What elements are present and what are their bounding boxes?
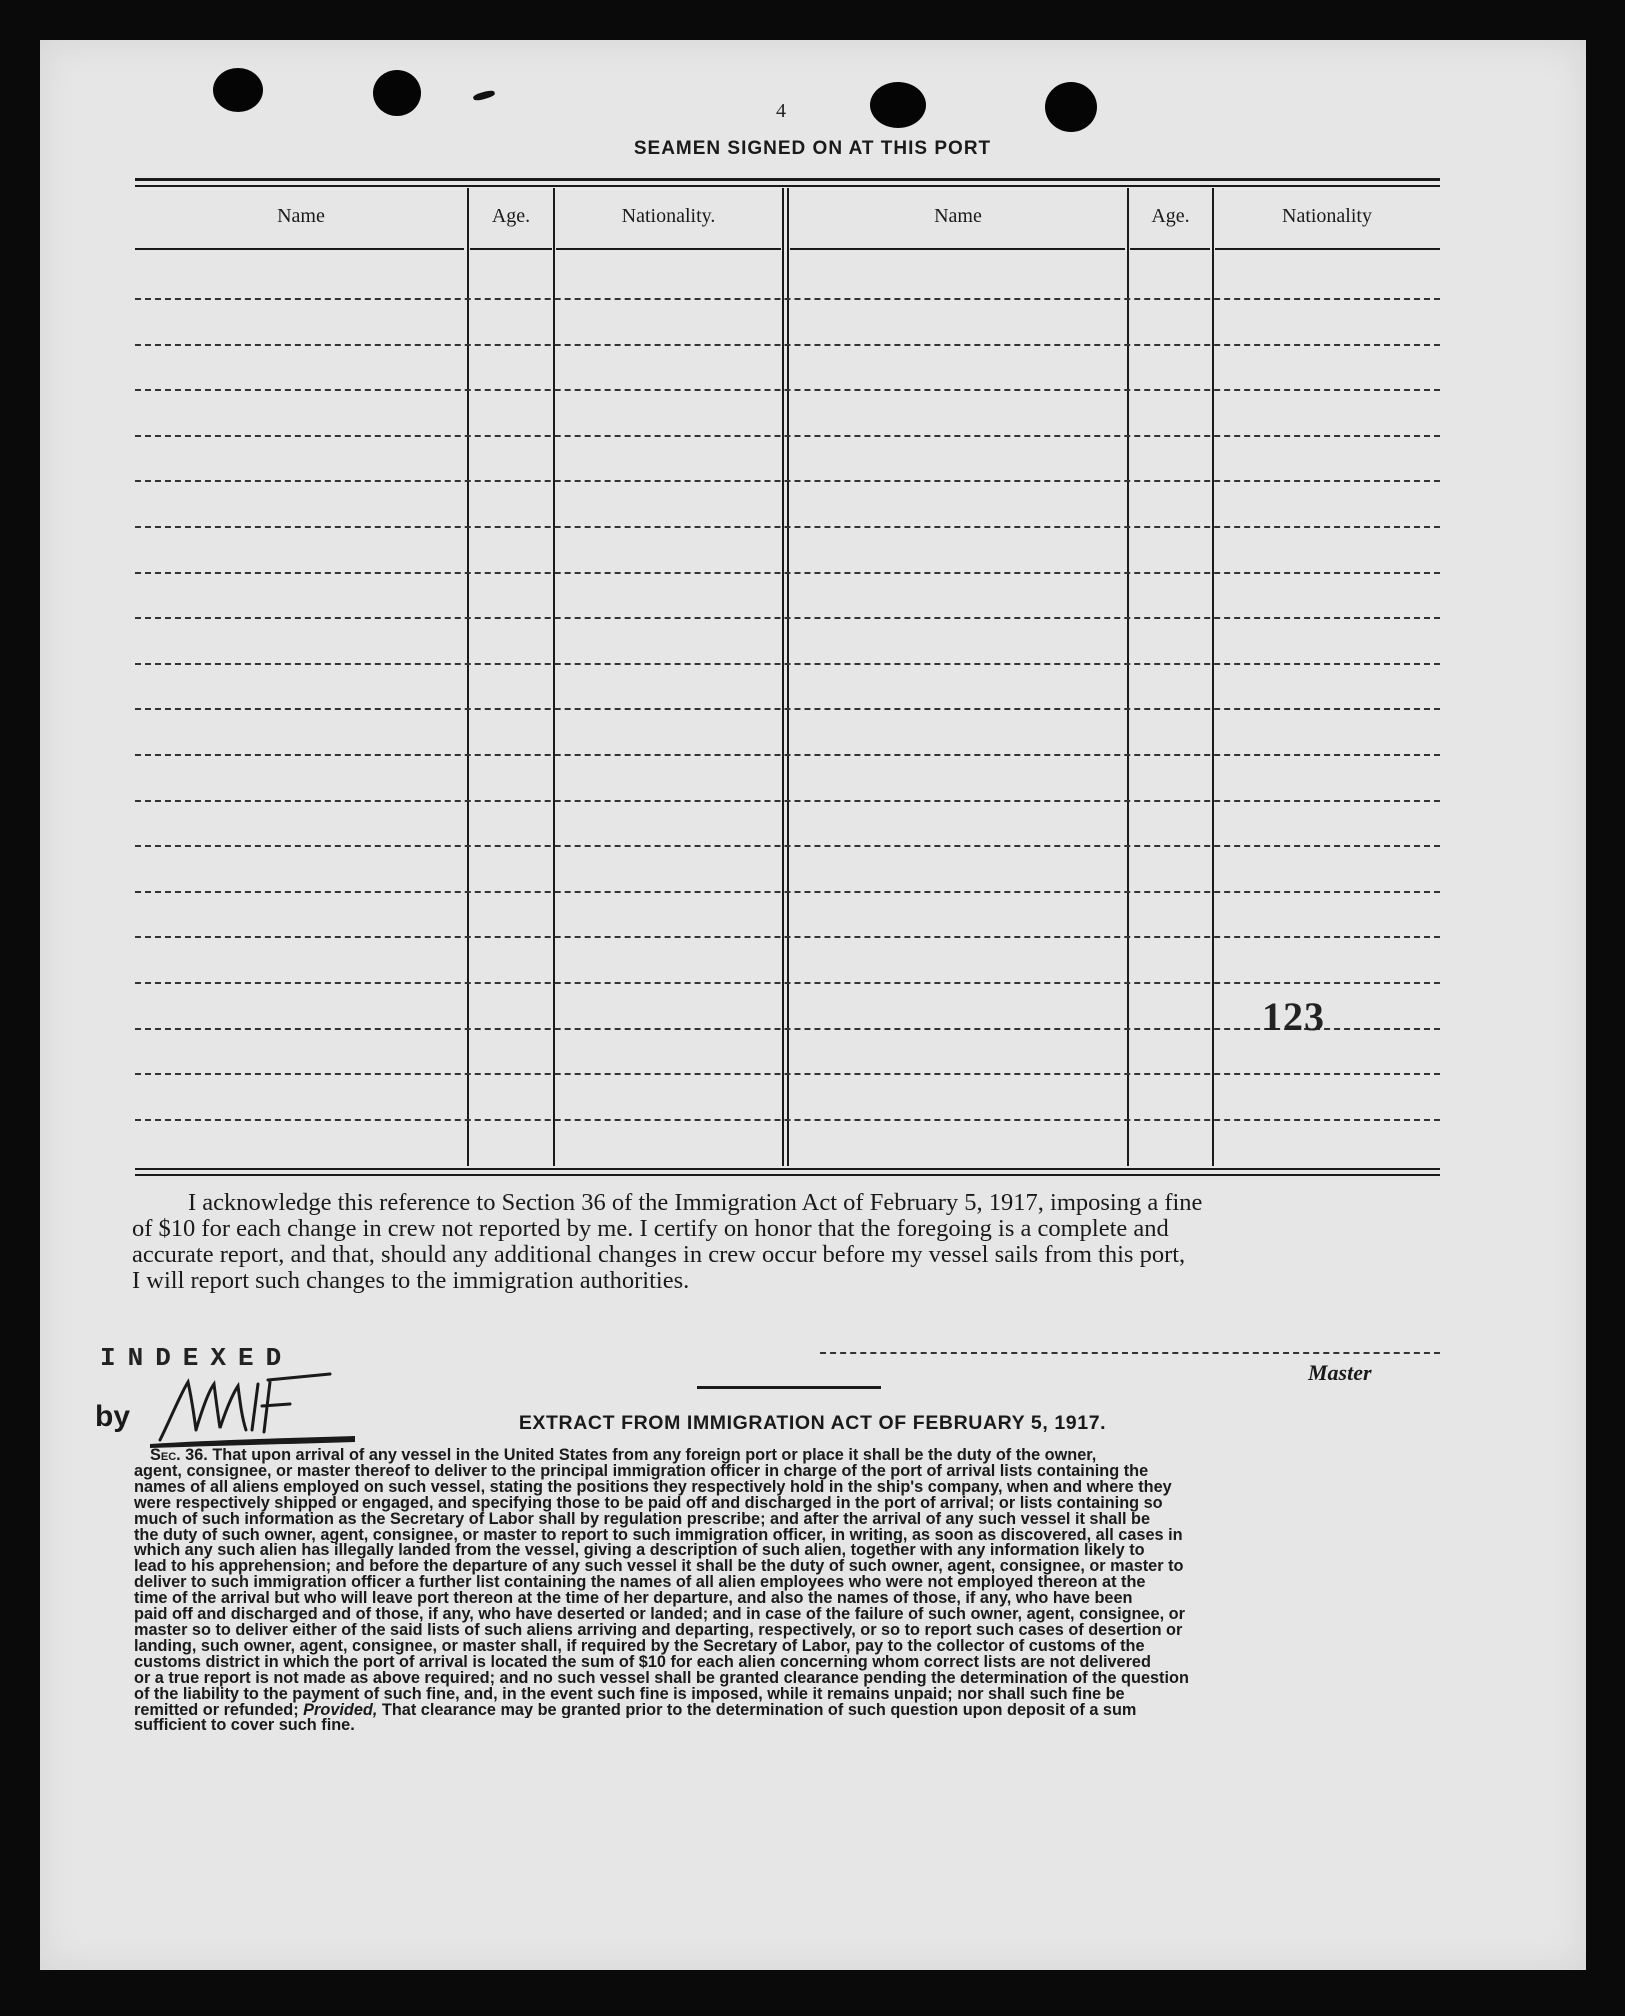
extract-line: or a true report is not made as above required; and no such vessel shall be granted clearance pending the determination of the question [134,1670,1189,1687]
extract-line: customs district in which the port of arrival is located the sum of $10 for each alien concerning whom correct lists are not delivered [134,1654,1151,1671]
column-divider [553,188,555,1166]
table-bottom-rule [135,1174,1440,1176]
table-row [135,1073,1440,1075]
acknowledgment-line: accurate report, and that, should any additional changes in crew occur before my vessel sails from this port, [132,1241,1186,1268]
extract-body [134,1448,1444,1734]
extract-line: lead to his apprehension; and before the departure of any such vessel it shall be the duty of such owner, agent, consignee, or master to [134,1559,1184,1576]
provided-word: Provided, [303,1702,378,1719]
extract-line: deliver to such immigration officer a further list containing the names of all alien employees who were not employed thereon at the [134,1575,1146,1592]
column-header-nationality: Nationality [1282,205,1372,227]
table-row [135,1119,1440,1121]
table-header-rule [135,248,464,250]
extract-line: which any such alien has illegally landed from the vessel, giving a description of such alien, together with any information likely to [134,1543,1145,1560]
extract-line: the duty of such owner, agent, consignee, or master to report to such immigration officer, in writing, as soon as discovered, all cases in [134,1527,1183,1544]
section-divider [697,1386,881,1389]
page-number: 4 [776,100,786,122]
punch-hole [213,68,263,112]
table-row [135,936,1440,938]
table-row [135,344,1440,346]
extract-line: of the liability to the payment of such fine, and, in the event such fine is imposed, while it remains unpaid; nor shall such fine be [134,1686,1125,1703]
handwritten-initials [150,1370,370,1450]
acknowledgment-line: of $10 for each change in crew not reported by me. I certify on honor that the foregoing is a complete and [132,1215,1169,1242]
extract-line [134,1448,1444,1464]
provided-before: remitted or refunded; [134,1702,299,1719]
table-header-rule [790,248,1125,250]
table-top-rule-thin [135,185,1440,187]
extract-title: EXTRACT FROM IMMIGRATION ACT OF FEBRUARY 5, 1917. [518,1412,1107,1434]
table-header-rule [470,248,552,250]
extract-line: were respectively shipped or engaged, and specifying those to be paid off and discharged in the port of arrival; or lists containing so [134,1495,1163,1512]
column-header-age: Age. [1151,205,1190,227]
table-row [135,891,1440,893]
punch-hole [373,70,421,116]
extract-line: much of such information as the Secretary of Labor shall by regulation prescribe; and after the arrival of any such vessel it shall be [134,1511,1151,1528]
indexed-stamp: INDEXED [100,1343,294,1373]
signature-line [820,1352,1440,1354]
table-row [135,389,1440,391]
table-row [135,526,1440,528]
extract-line: paid off and discharged and of those, if any, who have deserted or landed; and in case of the failure of such owner, agent, consignee, or [134,1607,1185,1623]
table-row [135,1028,1440,1030]
table-bottom-rule [135,1168,1440,1170]
table-row [135,298,1440,300]
master-label: Master [1308,1360,1372,1385]
table-header-rule [1215,248,1440,250]
extract-line: landing, such owner, agent, consignee, or master shall, if required by the Secretary of Labor, pay to the collector of customs of the [134,1638,1145,1655]
page-title: SEAMEN SIGNED ON AT THIS PORT [633,138,992,159]
acknowledgment-line: I will report such changes to the immigration authorities. [132,1267,690,1294]
provided-after: That clearance may be granted prior to the determination of such question upon deposit of a sum [381,1702,1137,1719]
column-divider [1127,188,1129,1166]
table-row [135,480,1440,482]
table-row [135,708,1440,710]
table-row [135,572,1440,574]
table-row [135,617,1440,619]
column-divider-double [782,188,784,1166]
table-header-rule [556,248,781,250]
table-row [135,435,1440,437]
indexed-by-label: by [95,1400,131,1433]
table-row [135,663,1440,665]
stamped-number: 123 [1262,994,1325,1039]
table-row [135,982,1440,984]
table-row [135,754,1440,756]
extract-last-line: sufficient to cover such fine. [134,1718,355,1735]
table-header-rule [1130,248,1210,250]
section-reference: Sec. 36. [150,1448,208,1464]
punch-hole [1045,82,1097,132]
extract-line: master so to deliver either of the said lists of such aliens arriving and departing, respectively, or so to report such cases of desertion or [134,1622,1183,1639]
column-divider [467,188,469,1166]
column-divider-double [787,188,789,1166]
column-header-name: Name [277,205,325,227]
table-row [135,845,1440,847]
acknowledgment-line: I acknowledge this reference to Section 36 of the Immigration Act of February 5, 1917, imposing a fine [188,1189,1203,1216]
punch-hole [870,82,926,128]
extract-line: agent, consignee, or master thereof to deliver to the principal immigration officer in charge of the port of arrival lists containing the [134,1463,1149,1480]
table-row [135,800,1440,802]
acknowledgment-text [132,1190,1442,1294]
extract-line: names of all aliens employed on such vessel, stating the positions they respectively hold in the ship's company, when and where they [134,1479,1172,1496]
extract-first-line: That upon arrival of any vessel in the United States from any foreign port or place it shall be the duty of the owner, [212,1448,1097,1464]
extract-line: time of the arrival but who will leave port thereon at the time of her departure, and also the names of those, if any, who have been [134,1591,1133,1608]
column-divider [1212,188,1214,1166]
column-header-name: Name [934,205,982,227]
column-header-age: Age. [491,205,531,227]
table-top-rule [135,178,1440,181]
extract-line [134,1703,1444,1719]
column-header-nationality: Nationality. [621,205,716,227]
